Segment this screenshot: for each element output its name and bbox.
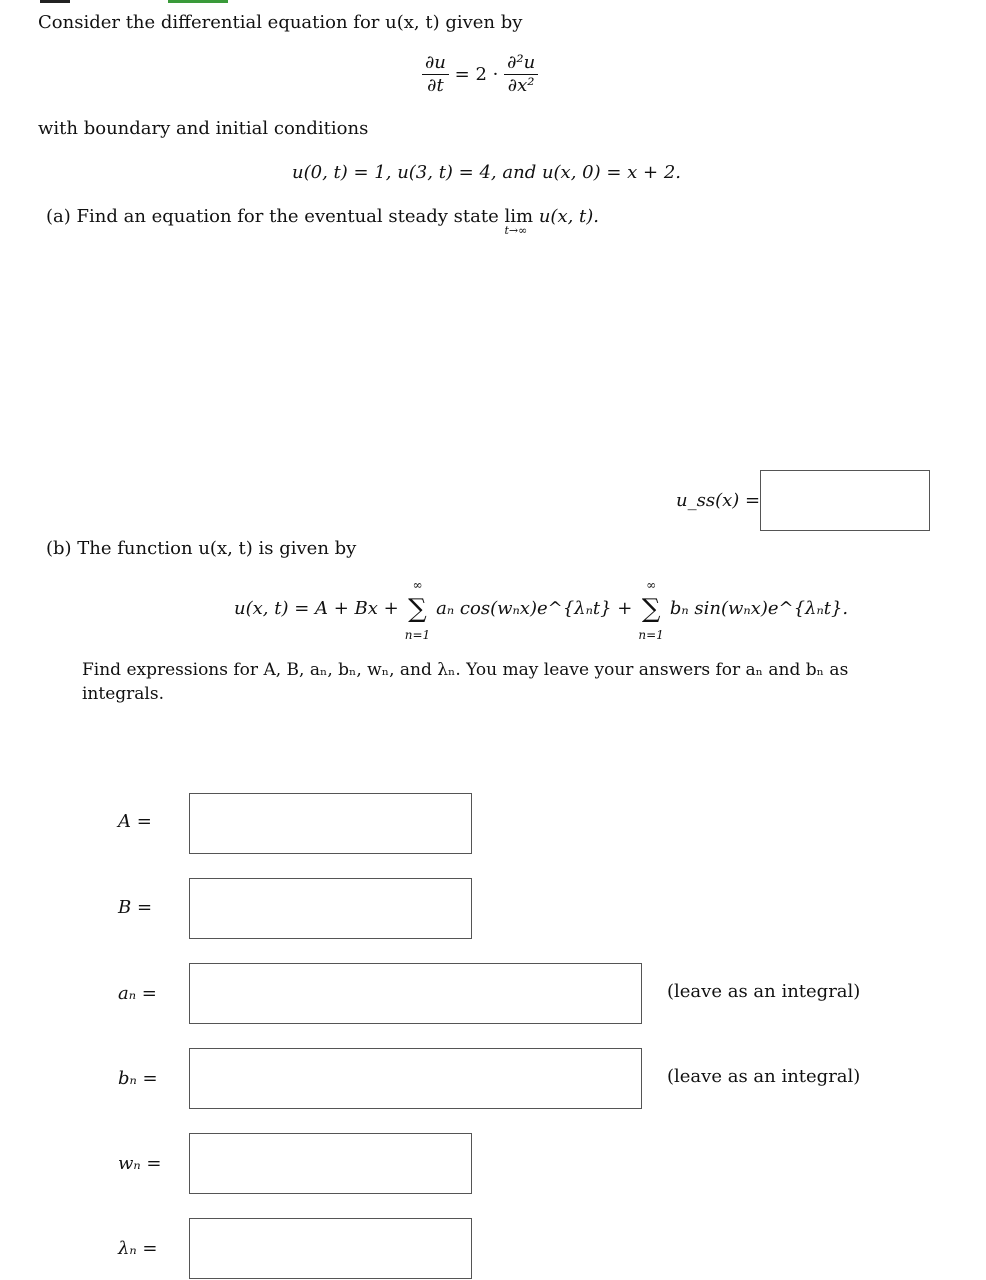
part-a-prompt bbox=[46, 206, 600, 237]
conditions: u(0, t) = 1, u(3, t) = 4, and u(x, 0) = x + 2. bbox=[292, 162, 682, 183]
input-an[interactable] bbox=[189, 963, 642, 1024]
input-lambda-n[interactable] bbox=[189, 1218, 472, 1279]
label-bn: bₙ = bbox=[118, 1068, 158, 1089]
input-B[interactable] bbox=[189, 878, 472, 939]
sum2-upper: ∞ bbox=[646, 578, 657, 592]
part-a-text: (a) Find an equation for the eventual steady state bbox=[46, 206, 499, 227]
bc-intro: with boundary and initial conditions bbox=[38, 118, 369, 139]
sum-symbol-2 bbox=[638, 578, 664, 642]
series-term-sin: bₙ sin(wₙx)e^{λₙt}. bbox=[669, 598, 849, 619]
pde-lhs-fraction bbox=[422, 52, 449, 97]
label-A: A = bbox=[118, 811, 152, 832]
input-wn[interactable] bbox=[189, 1133, 472, 1194]
lim-word: lim bbox=[504, 206, 534, 227]
formula-left: u(x, t) = A + Bx + bbox=[234, 598, 399, 619]
uss-input[interactable] bbox=[760, 470, 930, 531]
sum1-lower: n=1 bbox=[404, 628, 431, 642]
series-term-cos: aₙ cos(wₙx)e^{λₙt} + bbox=[436, 598, 633, 619]
sum-symbol-1 bbox=[404, 578, 431, 642]
label-an: aₙ = bbox=[118, 983, 157, 1004]
pde-rhs-num: ∂²u bbox=[504, 52, 538, 75]
lim-subscript: t→∞ bbox=[504, 224, 528, 237]
input-A[interactable] bbox=[189, 793, 472, 854]
hint-bn: (leave as an integral) bbox=[667, 1066, 861, 1087]
top-edge-mark bbox=[40, 0, 70, 3]
pde-lhs-num: ∂u bbox=[422, 52, 449, 75]
intro-line: Consider the differential equation for u(x, t) given by bbox=[38, 12, 523, 33]
pde-mid: = 2 · bbox=[454, 64, 499, 85]
sum1-upper: ∞ bbox=[412, 578, 423, 592]
label-B: B = bbox=[118, 897, 153, 918]
label-wn: wₙ = bbox=[118, 1153, 162, 1174]
label-lambda-n: λₙ = bbox=[118, 1238, 158, 1259]
sigma-icon: ∑ bbox=[641, 594, 661, 624]
uss-label: u_ss(x) = bbox=[676, 490, 761, 511]
instructions-line2: integrals. bbox=[82, 684, 164, 704]
part-b-prompt: (b) The function u(x, t) is given by bbox=[46, 538, 357, 559]
pde-rhs-fraction bbox=[504, 52, 538, 97]
sigma-icon: ∑ bbox=[408, 594, 427, 624]
instructions-line1: Find expressions for A, B, aₙ, bₙ, wₙ, and λₙ. You may leave your answers for aₙ and bₙ as bbox=[82, 660, 849, 680]
sum2-lower: n=1 bbox=[638, 628, 664, 642]
hint-an: (leave as an integral) bbox=[667, 981, 861, 1002]
pde-rhs-den: ∂x² bbox=[507, 75, 535, 96]
lim-expression: u(x, t). bbox=[538, 206, 600, 227]
pde-equation bbox=[422, 52, 538, 97]
input-bn[interactable] bbox=[189, 1048, 642, 1109]
limit-operator bbox=[504, 206, 534, 237]
top-edge-mark-green bbox=[168, 0, 228, 3]
series-formula bbox=[234, 578, 849, 642]
pde-lhs-den: ∂t bbox=[427, 75, 444, 96]
